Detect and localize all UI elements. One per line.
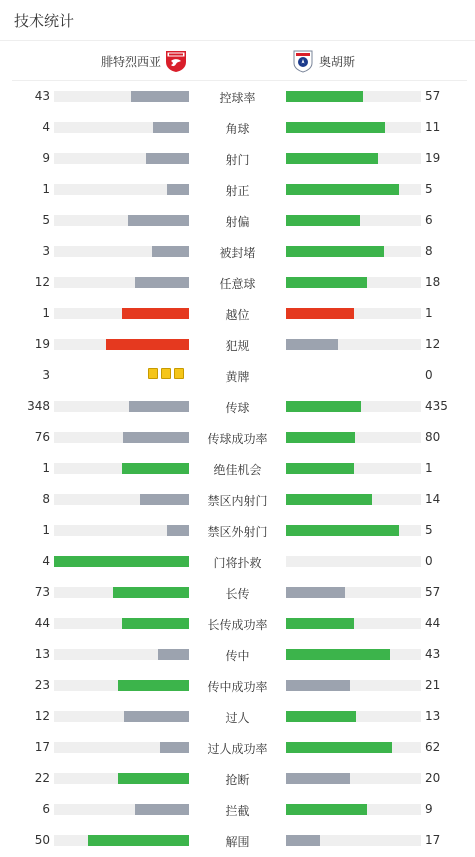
- stat-label: 绝佳机会: [213, 463, 262, 477]
- stat-label: 禁区内射门: [207, 494, 268, 508]
- away-value: 1: [425, 461, 433, 475]
- home-bar-track: [54, 432, 189, 443]
- stat-row: [0, 577, 475, 608]
- home-bar-track: [54, 122, 189, 133]
- away-bar-fill: [286, 91, 363, 102]
- away-bar-track: [286, 804, 421, 815]
- stat-label: 被封堵: [219, 246, 256, 260]
- stat-row: [0, 360, 475, 391]
- away-bar-fill: [286, 215, 360, 226]
- away-value: 18: [425, 275, 441, 289]
- home-bar-fill: [106, 339, 189, 350]
- home-value: 12: [34, 275, 50, 289]
- away-value: 19: [425, 151, 441, 165]
- away-bar-track: [286, 91, 421, 102]
- home-yellow-cards: [148, 368, 184, 379]
- stat-row: [0, 453, 475, 484]
- home-bar-fill: [167, 525, 190, 536]
- stat-label: 传中: [225, 649, 250, 663]
- home-value: 5: [42, 213, 50, 227]
- stat-label: 过人成功率: [207, 742, 268, 756]
- away-bar-fill: [286, 587, 345, 598]
- home-bar-track: [54, 773, 189, 784]
- away-bar-track: [286, 215, 421, 226]
- stat-label: 传球: [225, 401, 250, 415]
- away-value: 12: [425, 337, 441, 351]
- away-bar-fill: [286, 339, 338, 350]
- stat-row: [0, 298, 475, 329]
- home-bar-fill: [123, 432, 189, 443]
- home-bar-track: [54, 587, 189, 598]
- home-value: 12: [34, 709, 50, 723]
- home-bar-track: [54, 835, 189, 846]
- stat-row: [0, 174, 475, 205]
- home-value: 22: [34, 771, 50, 785]
- home-bar-fill: [122, 618, 190, 629]
- stat-row: [0, 639, 475, 670]
- home-value: 348: [27, 399, 50, 413]
- stat-row: [0, 763, 475, 794]
- home-value: 17: [34, 740, 50, 754]
- home-bar-track: [54, 246, 189, 257]
- home-bar-track: [54, 184, 189, 195]
- away-bar-track: [286, 494, 421, 505]
- home-value: 73: [34, 585, 50, 599]
- home-bar-track: [54, 804, 189, 815]
- home-bar-fill: [54, 556, 189, 567]
- stat-label: 射门: [225, 153, 250, 167]
- away-bar-track: [286, 773, 421, 784]
- away-value: 14: [425, 492, 441, 506]
- stats-list: [0, 81, 475, 856]
- home-value: 19: [34, 337, 50, 351]
- stat-row: [0, 484, 475, 515]
- stat-row: [0, 236, 475, 267]
- away-value: 17: [425, 833, 441, 847]
- away-bar-fill: [286, 742, 392, 753]
- home-value: 1: [42, 461, 50, 475]
- stat-label: 拦截: [225, 804, 250, 818]
- stat-row: [0, 112, 475, 143]
- away-bar-track: [286, 432, 421, 443]
- home-bar-fill: [135, 277, 189, 288]
- home-value: 50: [34, 833, 50, 847]
- away-bar-track: [286, 339, 421, 350]
- stat-label: 射正: [225, 184, 250, 198]
- stat-label: 长传: [225, 587, 250, 601]
- away-bar-track: [286, 153, 421, 164]
- yellow-card-icon: [148, 368, 158, 379]
- home-bar-fill: [113, 587, 189, 598]
- home-bar-track: [54, 339, 189, 350]
- home-team-logo: [164, 49, 188, 73]
- away-bar-fill: [286, 153, 378, 164]
- away-value: 5: [425, 523, 433, 537]
- home-value: 4: [42, 120, 50, 134]
- home-value: 1: [42, 523, 50, 537]
- away-bar-track: [286, 556, 421, 567]
- home-bar-track: [54, 680, 189, 691]
- home-bar-track: [54, 711, 189, 722]
- stat-label: 角球: [225, 122, 250, 136]
- stat-row: [0, 422, 475, 453]
- away-value: 80: [425, 430, 441, 444]
- away-bar-track: [286, 680, 421, 691]
- teams-header: [0, 41, 475, 81]
- away-bar-fill: [286, 680, 350, 691]
- stat-label: 犯规: [225, 339, 250, 353]
- away-bar-track: [286, 742, 421, 753]
- home-bar-fill: [158, 649, 189, 660]
- away-bar-track: [286, 587, 421, 598]
- home-value: 1: [42, 182, 50, 196]
- away-bar-fill: [286, 246, 384, 257]
- away-team-name: 奥胡斯: [319, 55, 356, 69]
- away-value: 435: [425, 399, 448, 413]
- home-value: 3: [42, 244, 50, 258]
- away-bar-fill: [286, 494, 372, 505]
- away-value: 21: [425, 678, 441, 692]
- home-value: 6: [42, 802, 50, 816]
- away-bar-fill: [286, 835, 320, 846]
- stat-label: 门将扑救: [213, 556, 262, 570]
- away-value: 57: [425, 89, 441, 103]
- home-bar-track: [54, 401, 189, 412]
- away-value: 44: [425, 616, 441, 630]
- stat-row: [0, 794, 475, 825]
- away-bar-track: [286, 277, 421, 288]
- away-value: 0: [425, 554, 433, 568]
- away-value: 9: [425, 802, 433, 816]
- away-bar-track: [286, 463, 421, 474]
- stat-row: [0, 329, 475, 360]
- away-value: 13: [425, 709, 441, 723]
- home-value: 76: [34, 430, 50, 444]
- away-bar-track: [286, 184, 421, 195]
- stat-row: [0, 546, 475, 577]
- away-bar-track: [286, 246, 421, 257]
- home-value: 9: [42, 151, 50, 165]
- home-bar-fill: [152, 246, 189, 257]
- away-bar-track: [286, 525, 421, 536]
- away-bar-track: [286, 835, 421, 846]
- stat-row: [0, 81, 475, 112]
- home-value: 44: [34, 616, 50, 630]
- away-value: 43: [425, 647, 441, 661]
- home-bar-fill: [122, 308, 190, 319]
- yellow-card-icon: [174, 368, 184, 379]
- away-value: 57: [425, 585, 441, 599]
- home-value: 8: [42, 492, 50, 506]
- away-bar-fill: [286, 711, 356, 722]
- away-bar-track: [286, 649, 421, 660]
- stat-label: 过人: [225, 711, 250, 725]
- stat-row: [0, 267, 475, 298]
- home-value: 13: [34, 647, 50, 661]
- away-value: 11: [425, 120, 441, 134]
- away-bar-fill: [286, 401, 361, 412]
- home-bar-track: [54, 463, 189, 474]
- home-bar-track: [54, 308, 189, 319]
- home-value: 3: [42, 368, 50, 382]
- stat-row: [0, 825, 475, 856]
- away-bar-fill: [286, 308, 354, 319]
- home-value: 23: [34, 678, 50, 692]
- stat-label: 越位: [225, 308, 250, 322]
- stat-label: 控球率: [219, 91, 256, 105]
- home-bar-track: [54, 742, 189, 753]
- away-value: 5: [425, 182, 433, 196]
- stat-label: 任意球: [219, 277, 256, 291]
- away-value: 8: [425, 244, 433, 258]
- away-bar-track: [286, 401, 421, 412]
- home-bar-fill: [131, 91, 189, 102]
- away-bar-track: [286, 618, 421, 629]
- page-title: 技术统计: [14, 12, 75, 30]
- stat-row: [0, 670, 475, 701]
- home-bar-fill: [146, 153, 189, 164]
- stat-row: [0, 205, 475, 236]
- home-bar-track: [54, 525, 189, 536]
- stat-label: 抢断: [225, 773, 250, 787]
- home-team-name: 腓特烈西亚: [100, 55, 161, 69]
- page-header: [0, 0, 475, 41]
- home-bar-track: [54, 277, 189, 288]
- away-value: 62: [425, 740, 441, 754]
- away-bar-fill: [286, 525, 399, 536]
- away-value: 6: [425, 213, 433, 227]
- home-value: 4: [42, 554, 50, 568]
- home-bar-fill: [140, 494, 189, 505]
- home-bar-fill: [129, 401, 189, 412]
- stat-label: 黄牌: [225, 370, 250, 384]
- away-bar-fill: [286, 184, 399, 195]
- stat-row: [0, 608, 475, 639]
- away-bar-track: [286, 122, 421, 133]
- away-bar-fill: [286, 773, 350, 784]
- stat-row: [0, 732, 475, 763]
- home-bar-track: [54, 215, 189, 226]
- home-value: 1: [42, 306, 50, 320]
- stat-row: [0, 515, 475, 546]
- stat-label: 禁区外射门: [207, 525, 268, 539]
- away-bar-fill: [286, 432, 355, 443]
- away-value: 20: [425, 771, 441, 785]
- home-bar-fill: [122, 463, 190, 474]
- away-bar-fill: [286, 618, 354, 629]
- stat-label: 解围: [225, 835, 250, 849]
- home-bar-fill: [124, 711, 189, 722]
- away-bar-fill: [286, 463, 354, 474]
- away-bar-track: [286, 308, 421, 319]
- home-value: 43: [34, 89, 50, 103]
- away-value: 1: [425, 306, 433, 320]
- stat-row: [0, 143, 475, 174]
- stat-label: 射偏: [225, 215, 250, 229]
- stat-label: 传中成功率: [207, 680, 268, 694]
- stat-row: [0, 391, 475, 422]
- home-bar-track: [54, 494, 189, 505]
- away-bar-fill: [286, 277, 367, 288]
- home-bar-fill: [167, 184, 190, 195]
- away-team-logo: [291, 49, 315, 73]
- stat-label: 传球成功率: [207, 432, 268, 446]
- away-bar-fill: [286, 122, 385, 133]
- away-bar-track: [286, 711, 421, 722]
- home-bar-fill: [153, 122, 189, 133]
- home-bar-fill: [135, 804, 189, 815]
- stat-label: 长传成功率: [207, 618, 268, 632]
- yellow-card-icon: [161, 368, 171, 379]
- home-bar-track: [54, 618, 189, 629]
- home-bar-track: [54, 649, 189, 660]
- stat-row: [0, 701, 475, 732]
- away-bar-fill: [286, 804, 367, 815]
- home-bar-fill: [160, 742, 189, 753]
- home-bar-fill: [118, 680, 189, 691]
- home-bar-fill: [118, 773, 189, 784]
- home-bar-fill: [88, 835, 189, 846]
- home-bar-track: [54, 556, 189, 567]
- home-bar-track: [54, 91, 189, 102]
- away-value: 0: [425, 368, 433, 382]
- away-bar-fill: [286, 649, 390, 660]
- home-bar-fill: [128, 215, 189, 226]
- home-bar-track: [54, 153, 189, 164]
